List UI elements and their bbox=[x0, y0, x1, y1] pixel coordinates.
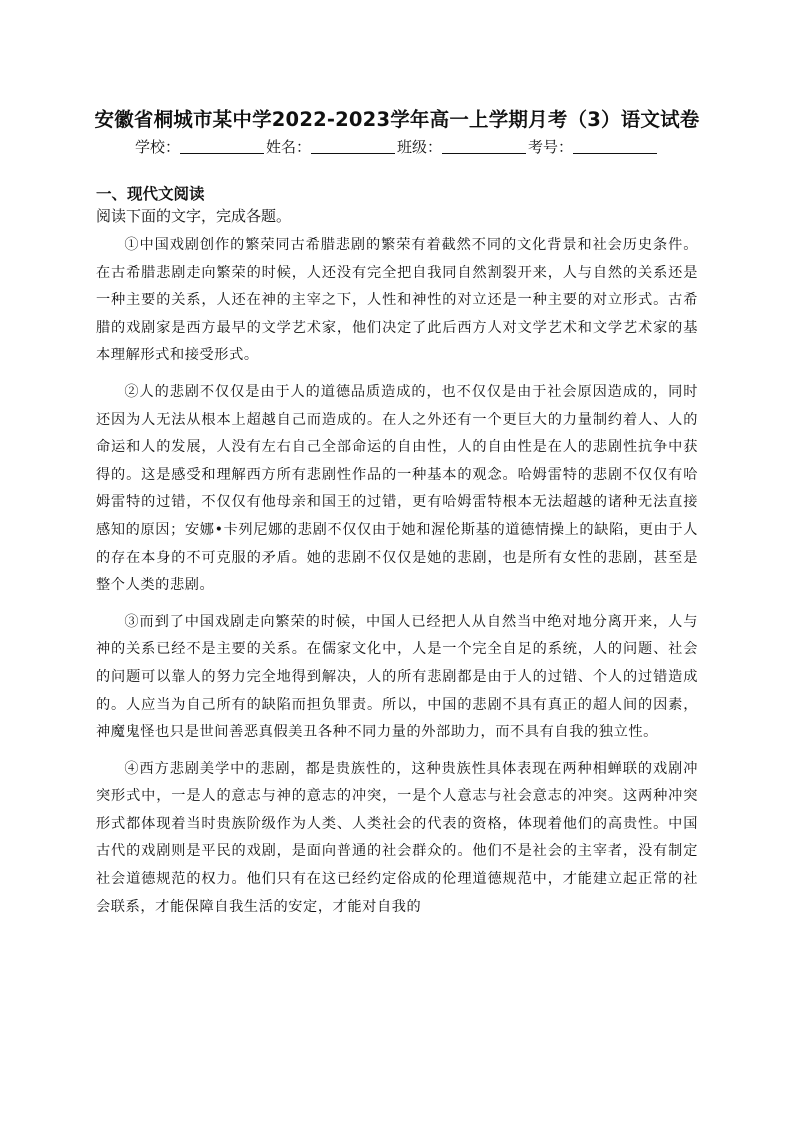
number-label: 考号： bbox=[528, 138, 574, 156]
number-blank[interactable] bbox=[573, 139, 657, 154]
class-label: 班级： bbox=[397, 138, 443, 156]
school-label: 学校： bbox=[134, 138, 180, 156]
paragraph-1: ①中国戏剧创作的繁荣同古希腊悲剧的繁荣有着截然不同的文化背景和社会历史条件。在古希腊悲剧走向繁荣的时候，人还没有完全把自我同自然割裂开来，人与自然的关系还是一种主要的关系，人还在神的主宰之下，人性和神性的对立还是一种主要的对立形式。古希腊的戏剧家是西方最早的文学艺术家，他们决定了此后西方人对文学艺术和文学艺术家的基本理解形式和接受形式。 bbox=[96, 237, 698, 364]
student-info-line bbox=[0, 136, 794, 157]
name-blank[interactable] bbox=[311, 139, 395, 154]
section-heading: 一、现代文阅读 bbox=[96, 185, 205, 203]
reading-instruction: 阅读下面的文字，完成各题。 bbox=[96, 207, 292, 225]
name-label: 姓名： bbox=[265, 138, 311, 156]
reading-passage bbox=[96, 232, 698, 930]
page-title: 安徽省桐城市某中学2022-2023学年高一上学期月考（3）语文试卷 bbox=[94, 108, 700, 131]
school-blank[interactable] bbox=[180, 139, 264, 154]
paragraph-4: ④西方悲剧美学中的悲剧，都是贵族性的，这种贵族性具体表现在两种相蝉联的戏剧冲突形式中，一是人的意志与神的意志的冲突，一是个人意志与社会意志的冲突。这两种冲突形式都体现着当时贵族阶级作为人类、人类社会的代表的资格，体现着他们的高贵性。中国古代的戏剧则是平民的戏剧，是面向普通的社会群众的。他们不是社会的主宰者，没有制定社会道德规范的权力。他们只有在这已经约定俗成的伦理道德规范中，才能建立起正常的社会联系，才能保障自我生活的安定，才能对自我的 bbox=[96, 760, 698, 915]
paragraph-3: ③而到了中国戏剧走向繁荣的时候，中国人已经把人从自然当中绝对地分离开来，人与神的关系已经不是主要的关系。在儒家文化中，人是一个完全自足的系统，人的问题、社会的问题可以靠人的努力完全地得到解决，人的所有悲剧都是由于人的过错、个人的过错造成的。人应当为自己所有的缺陷而担负罪责。所以，中国的悲剧不具有真正的超人间的因素，神魔鬼怪也只是世间善恶真假美丑各种不同力量的外部助力，而不具有自我的独立性。 bbox=[96, 613, 698, 741]
class-blank[interactable] bbox=[442, 139, 526, 154]
paragraph-2: ②人的悲剧不仅仅是由于人的道德品质造成的，也不仅仅是由于社会原因造成的，同时还因为人无法从根本上超越自己而造成的。在人之外还有一个更巨大的力量制约着人、人的命运和人的发展，人没有左右自己全部命运的自由性，人的自由性是在人的悲剧性抗争中获得的。这是感受和理解西方所有悲剧性作品的一种基本的观念。哈姆雷特的悲剧不仅仅有哈姆雷特的过错，不仅仅有他母亲和国王的过错，更有哈姆雷特根本无法超越的诸种无法直接感知的原因；安娜•卡列尼娜的悲剧不仅仅由于她和渥伦斯基的道德情操上的缺陷，更由于人的存在本身的不可克服的矛盾。她的悲剧不仅仅是她的悲剧，也是所有女性的悲剧，甚至是整个人类的悲剧。 bbox=[96, 383, 698, 594]
